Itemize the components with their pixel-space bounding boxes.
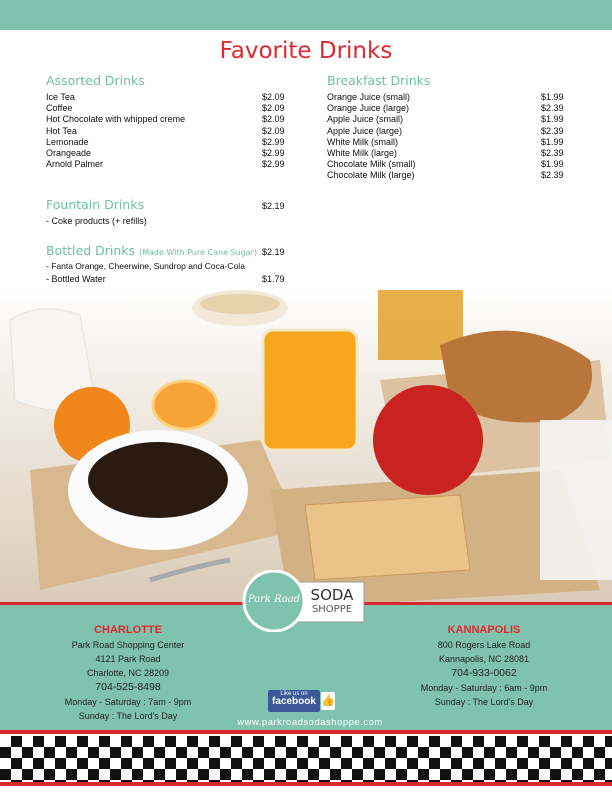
- item-name: White Milk (large): [327, 147, 398, 158]
- item-name: Orange Juice (small): [327, 92, 411, 102]
- list-item: [46, 92, 296, 103]
- item-price: $2.09: [262, 125, 285, 136]
- soda-shoppe-logo: [242, 570, 368, 632]
- bottled-line1: - Fanta Orange, Cheerwine, Sundrop and Coca-Cola: [46, 261, 245, 271]
- facebook-like-badge[interactable]: [268, 690, 320, 712]
- item-name: Chocolate Milk (small): [327, 159, 416, 170]
- item-name: Orangeade: [46, 147, 92, 158]
- list-item: [46, 114, 296, 125]
- list-item: [327, 126, 577, 137]
- kannapolis-sunday: Sunday : The Lord's Day: [434, 697, 534, 707]
- fountain-price: $2.19: [262, 201, 285, 211]
- red-stripe: [0, 730, 612, 734]
- breakfast-illustration: [0, 290, 612, 608]
- item-price: $2.39: [541, 125, 564, 136]
- bottled-heading: [46, 243, 257, 258]
- breakfast-heading: Breakfast Drinks: [327, 73, 431, 88]
- list-item: [46, 103, 296, 114]
- item-price: $2.39: [541, 147, 564, 158]
- orange-juice-glass: [263, 330, 357, 450]
- charlotte-phone: 704-525-8498: [95, 681, 161, 693]
- list-item: [327, 103, 577, 114]
- bottled-price: $2.19: [262, 247, 285, 257]
- kannapolis-line: Kannapolis, NC 28081: [438, 654, 530, 664]
- item-price: $2.09: [262, 114, 285, 125]
- item-name: Hot Tea: [46, 125, 77, 136]
- facebook-small-text: Like us on: [280, 691, 308, 697]
- item-price: $1.99: [541, 136, 564, 147]
- facebook-wordmark: facebook: [272, 696, 316, 707]
- charlotte-sunday: Sunday : The Lord's Day: [78, 711, 178, 721]
- list-item: [46, 148, 296, 159]
- assorted-list: [46, 92, 296, 170]
- item-price: $2.09: [262, 92, 285, 102]
- spoon: [150, 560, 230, 580]
- kannapolis-title: KANNAPOLIS: [447, 624, 521, 636]
- list-item: [327, 159, 577, 170]
- thumbs-up-icon: 👍: [321, 692, 335, 710]
- coffee: [88, 442, 228, 518]
- logo-soda: SODA: [310, 586, 354, 604]
- item-price: $2.99: [262, 159, 285, 170]
- list-item: [327, 114, 577, 125]
- item-name: White Milk (small): [327, 136, 398, 147]
- list-item: [46, 126, 296, 137]
- list-item: [46, 137, 296, 148]
- milk-jug: [540, 420, 612, 580]
- list-item: [327, 148, 577, 159]
- bottled-line2: - Bottled Water: [46, 274, 106, 284]
- item-name: Lemonade: [46, 136, 89, 147]
- top-band: [0, 0, 612, 30]
- charlotte-line: Park Road Shopping Center: [71, 640, 185, 650]
- kannapolis-line: 800 Rogers Lake Road: [437, 640, 531, 650]
- bottled-title: Bottled Drinks: [46, 243, 136, 258]
- list-item: [327, 170, 577, 181]
- charlotte-hours: Monday - Saturday : 7am - 9pm: [64, 697, 192, 707]
- logo-park-road: Park Road: [247, 594, 301, 605]
- item-price: $2.39: [541, 170, 564, 181]
- website-link[interactable]: www.parkroadsodashoppe.com: [237, 717, 383, 728]
- item-price: $1.99: [541, 92, 564, 102]
- fountain-note: - Coke products (+ refills): [46, 216, 147, 226]
- bottled-subtitle: (Made With Pure Cane Sugar): [139, 248, 258, 257]
- kannapolis-hours: Monday - Saturday : 6am - 9pm: [420, 683, 548, 693]
- charlotte-title: CHARLOTTE: [94, 624, 162, 636]
- item-price: $2.99: [262, 136, 285, 147]
- item-price: $1.99: [541, 159, 564, 170]
- item-name: Coffee: [46, 103, 73, 114]
- item-price: $2.39: [541, 103, 564, 114]
- item-name: Orange Juice (large): [327, 103, 410, 114]
- list-item: [327, 137, 577, 148]
- list-item: [327, 92, 577, 103]
- charlotte-line: Charlotte, NC 28209: [86, 668, 170, 678]
- red-stripe: [0, 782, 612, 786]
- list-item: [46, 159, 296, 170]
- bottled-water-price: $1.79: [262, 274, 285, 284]
- item-name: Apple Juice (large): [327, 125, 403, 136]
- breakfast-list: [327, 92, 577, 182]
- fountain-heading: Fountain Drinks: [46, 197, 145, 212]
- orange-slice: [153, 381, 217, 429]
- breakfast-photo: [0, 290, 612, 608]
- page-title: Favorite Drinks: [219, 38, 393, 64]
- oats: [200, 294, 280, 314]
- logo-shoppe: SHOPPE: [311, 604, 353, 615]
- item-name: Hot Chocolate with whipped creme: [46, 114, 186, 125]
- item-name: Apple Juice (small): [327, 114, 404, 125]
- assorted-heading: Assorted Drinks: [46, 73, 145, 88]
- item-price: $2.99: [262, 147, 285, 158]
- item-price: $2.09: [262, 103, 285, 114]
- toast: [305, 495, 470, 580]
- item-name: Chocolate Milk (large): [327, 170, 415, 181]
- item-name: Ice Tea: [46, 92, 75, 102]
- kannapolis-phone: 704-933-0062: [451, 667, 517, 679]
- item-name: Arnold Palmer: [46, 159, 104, 170]
- charlotte-line: 4121 Park Road: [95, 654, 161, 664]
- apple: [373, 385, 483, 495]
- item-price: $1.99: [541, 114, 564, 125]
- checkerboard-border: [0, 736, 612, 782]
